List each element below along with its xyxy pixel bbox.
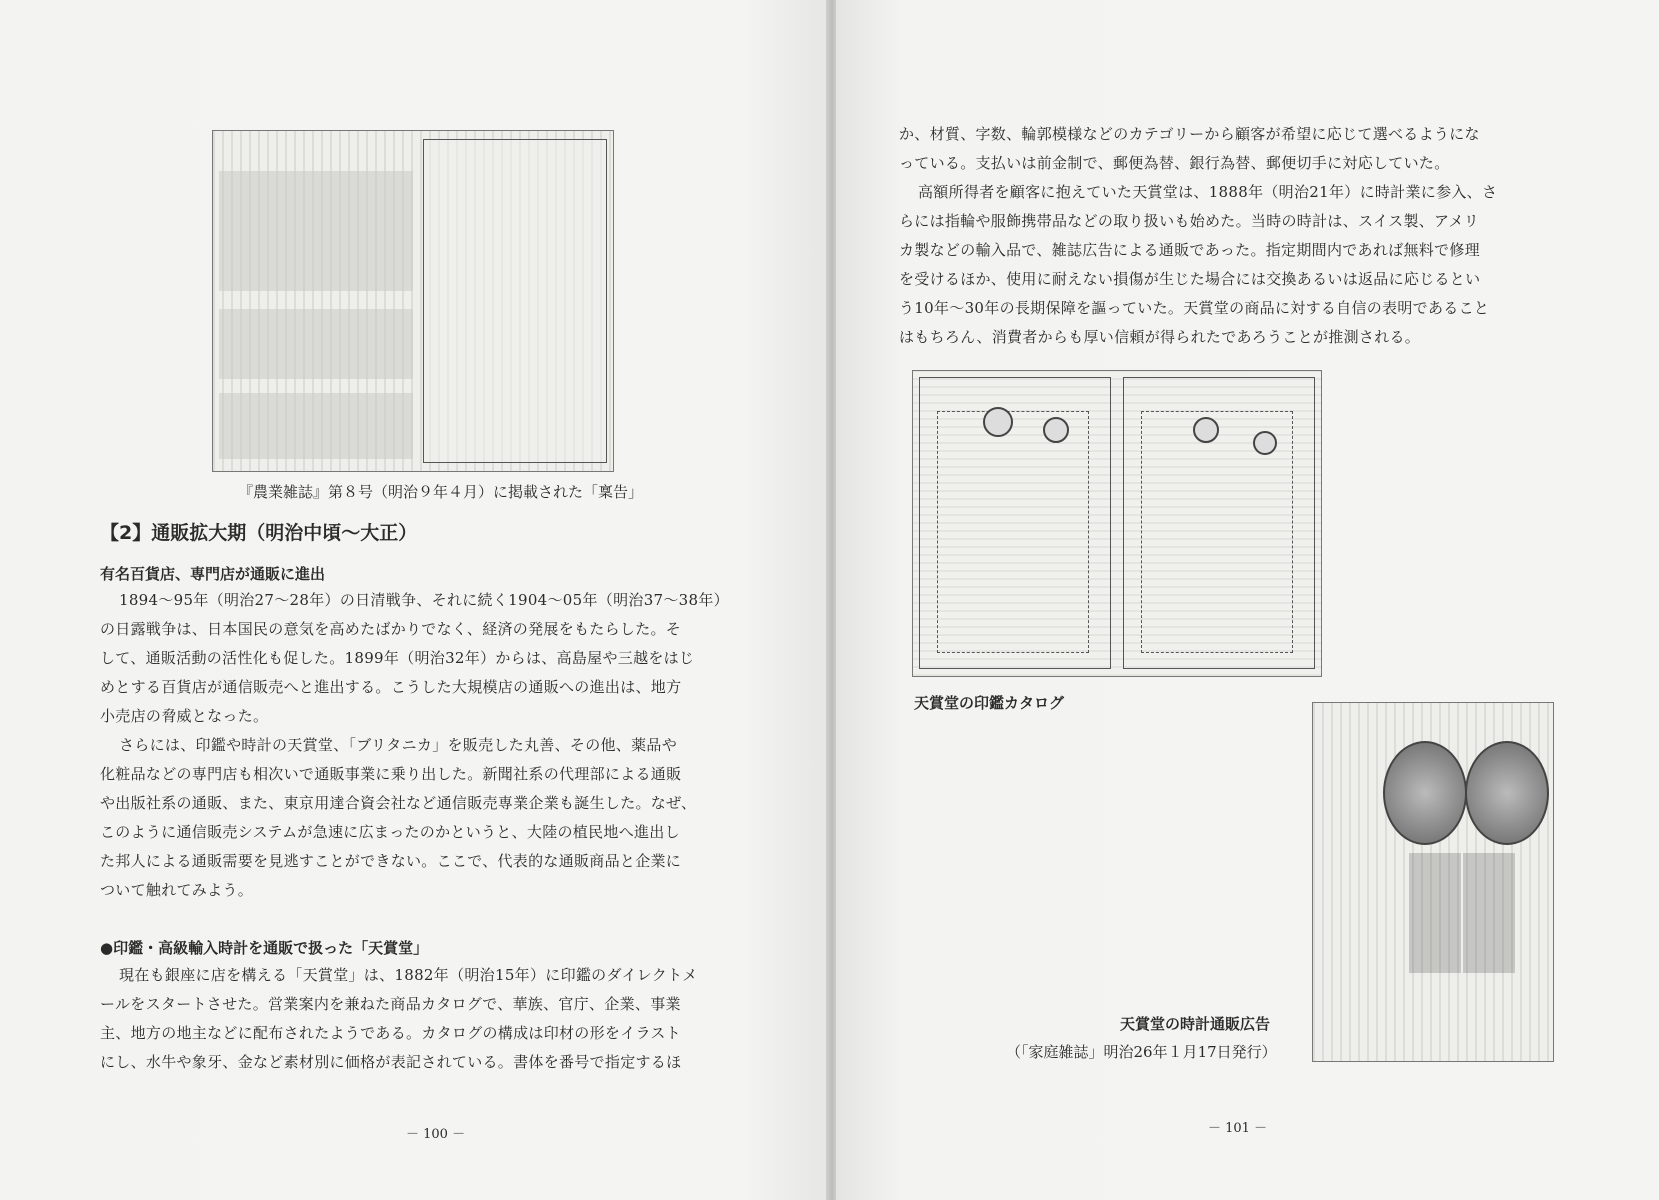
subheading: 有名百貨店、専門店が通販に進出: [100, 565, 326, 583]
watch-ad-image: [1312, 702, 1554, 1062]
ad-source-caption: （「家庭雑誌」明治26年１月17日発行）: [1006, 1043, 1277, 1061]
ad-caption: 天賞堂の時計通販広告: [1120, 1015, 1271, 1033]
paragraph-line: っている。支払いは前金制で、郵便為替、銀行為替、郵便切手に対応していた。: [899, 154, 1450, 172]
topic-heading: ●印鑑・高級輸入時計を通販で扱った「天賞堂」: [100, 939, 429, 957]
paragraph-line: 小売店の脅威となった。: [100, 707, 269, 725]
page-number: － 101 －: [1208, 1121, 1268, 1136]
topic-line: ールをスタートさせた。営業案内を兼ねた商品カタログで、華族、官庁、企業、事業: [100, 995, 681, 1013]
right-page: [836, 0, 1659, 1200]
topic-line: にし、水牛や象牙、金など素材別に価格が表記されている。書体を番号で指定するほ: [100, 1053, 682, 1071]
paragraph-line: さらには、印鑑や時計の天賞堂、「ブリタニカ」を販売した丸善、その他、薬品や: [119, 736, 678, 754]
noyo-zasshi-notice-image: [212, 130, 614, 472]
paragraph-line: らには指輪や服飾携帯品などの取り扱いも始めた。当時の時計は、スイス製、アメリ: [899, 212, 1480, 230]
section-heading: 【2】通販拡大期（明治中頃～大正）: [100, 522, 418, 544]
paragraph-line: 1894～95年（明治27～28年）の日清戦争、それに続く1904～05年（明治37～38年）: [119, 591, 729, 609]
left-page: [0, 0, 828, 1200]
page-number: － 100 －: [406, 1127, 466, 1142]
paragraph-line: カ製などの輸入品で、雑誌広告による通販であった。指定期間内であれば無料で修理: [899, 241, 1480, 259]
paragraph-line: の日露戦争は、日本国民の意気を高めたばかりでなく、経済の発展をもたらした。そ: [100, 620, 682, 638]
paragraph-line: 化粧品などの専門店も相次いで通販事業に乗り出した。新聞社系の代理部による通販: [100, 765, 682, 783]
paragraph-line: めとする百貨店が通信販売へと進出する。こうした大規模店の通販への進出は、地方: [100, 678, 682, 696]
paragraph-line: して、通販活動の活性化も促した。1899年（明治32年）からは、高島屋や三越をはじ: [100, 649, 695, 667]
topic-line: 現在も銀座に店を構える「天賞堂」は、1882年（明治15年）に印鑑のダイレクトメ: [119, 966, 698, 984]
paragraph-line: や出版社系の通販、また、東京用達合資会社など通信販売専業企業も誕生した。なぜ、: [100, 794, 697, 812]
figure-caption: 『農業雑誌』第８号（明治９年４月）に掲載された「稟告」: [238, 483, 644, 501]
catalog-caption: 天賞堂の印鑑カタログ: [914, 694, 1065, 712]
seal-catalog-image: [912, 370, 1322, 677]
paragraph-line: このように通信販売システムが急速に広まったのかというと、大陸の植民地へ進出し: [100, 823, 680, 841]
paragraph-line: か、材質、字数、輪郭模様などのカテゴリーから顧客が希望に応じて選べるようにな: [899, 125, 1480, 143]
paragraph-line: た邦人による通販需要を見逃すことができない。ここで、代表的な通販商品と企業に: [100, 852, 682, 870]
paragraph-line: 高額所得者を顧客に抱えていた天賞堂は、1888年（明治21年）に時計業に参入、さ: [918, 183, 1498, 201]
paragraph-line: ついて触れてみよう。: [100, 881, 254, 899]
paragraph-line: を受けるほか、使用に耐えない損傷が生じた場合には交換あるいは返品に応じるとい: [899, 270, 1481, 288]
topic-line: 主、地方の地主などに配布されたようである。カタログの構成は印材の形をイラスト: [100, 1024, 681, 1042]
paragraph-line: う10年～30年の長期保障を謳っていた。天賞堂の商品に対する自信の表明であること: [899, 299, 1490, 317]
paragraph-line: はもちろん、消費者からも厚い信頼が得られたであろうことが推測される。: [899, 328, 1421, 346]
